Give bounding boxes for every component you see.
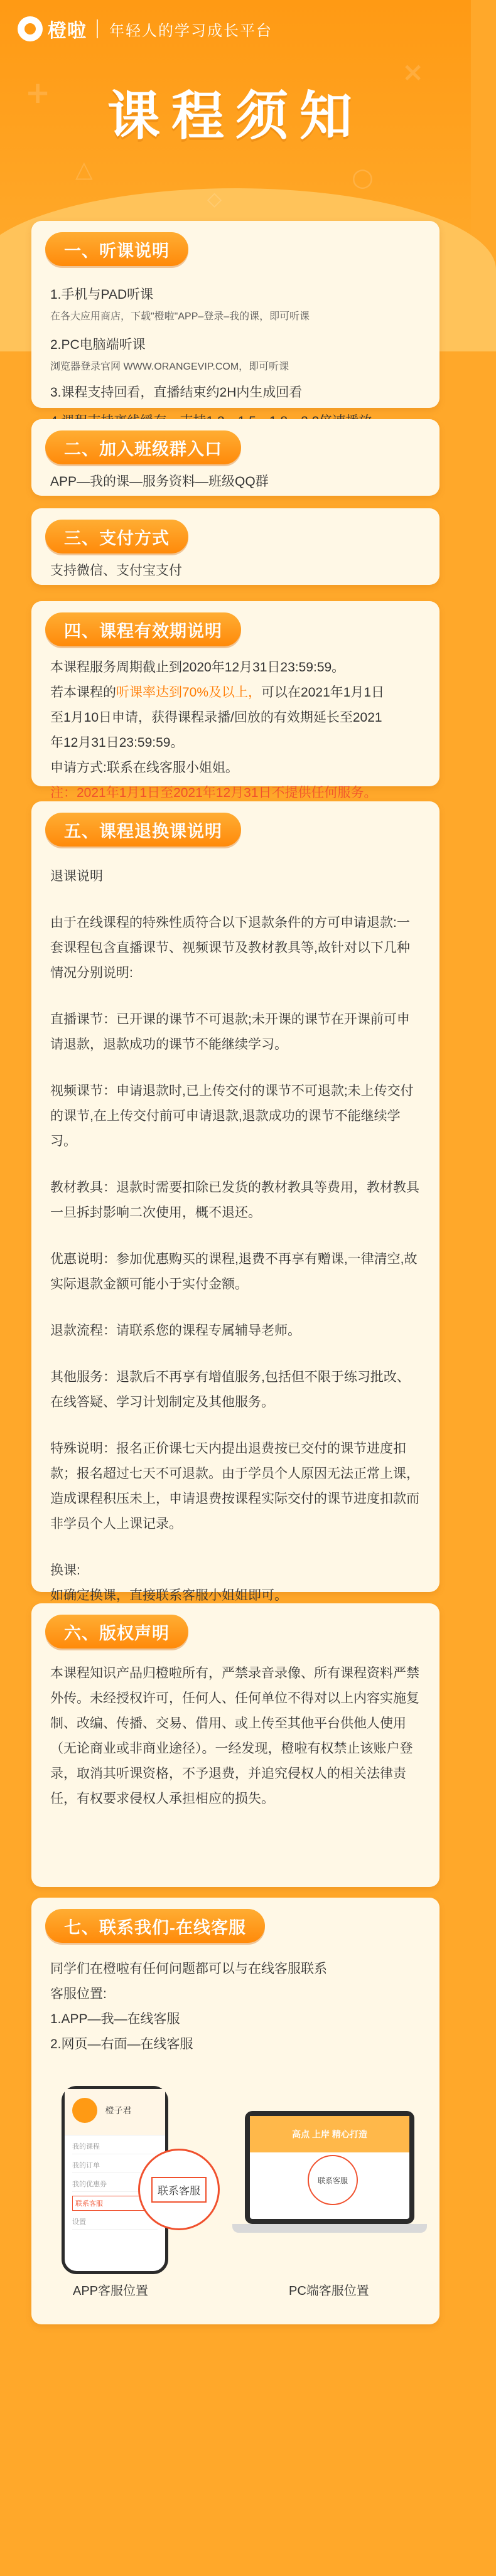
phone-header (65, 2089, 165, 2135)
phone-menu-row-contact: 联系客服 (72, 2196, 158, 2211)
brand-logo[interactable] (18, 15, 272, 43)
refund-live: 直播课节：已开课的课节不可退款;未开课的课节在开课前可申请退款，退款成功的课节不能继续学习。 (50, 1012, 410, 1052)
section-title: 五、课程退换课说明 (45, 813, 241, 847)
section-payment (31, 508, 439, 585)
phone-username: 橙子君 (105, 2105, 132, 2115)
section-contact (31, 1898, 439, 2324)
section-body (50, 558, 421, 584)
contact-app-path: 1.APP—我—在线客服 (50, 2012, 180, 2026)
phone-menu-row: 设置 (72, 2215, 158, 2230)
zoom-callout (138, 2149, 220, 2230)
section-title: 一、听课说明 (45, 232, 188, 266)
section-title: 二、加入班级群入口 (45, 430, 241, 464)
refund-promo: 优惠说明：参加优惠购买的课程,退费不再享有赠课,一律清空,故实际退款金额可能小于实付金额。 (50, 1252, 418, 1291)
copyright-text: 本课程知识产品归橙啦所有，严禁录音录像、所有课程资料严禁外传。未经授权许可，任何人、任何单位不得对以上内容实施复制、改编、传播、交易、借用、或上传至其他平台供他人使用（无论商业或非商业途径）。一经发现，橙啦有权禁止该账户登录，取消其听课资格，不予退费，并追究侵权人的相关法律责任，有权要求侵权人承担相应的损失。 (50, 1666, 419, 1806)
list-item: 2.PC电脑端听课 (50, 338, 146, 352)
decor-shape: ○ (352, 163, 374, 192)
list-item: 在各大应用商店，下载"橙啦"APP–登录–我的课，即可听课 (50, 311, 310, 322)
validity-note: 注：2021年1月1日至2021年12月31日不提供任何服务。 (50, 786, 377, 800)
refund-other: 其他服务：退款后不再享有增值服务,包括但不限于练习批改、在线答疑、学习计划制定及其他服务。 (50, 1370, 410, 1409)
section-body (50, 864, 421, 1608)
laptop-base (232, 2224, 427, 2233)
app-caption: APP客服位置 (73, 2284, 149, 2298)
logo-slogan: 年轻人的学习成长平台 (109, 22, 272, 40)
payment-methods: 支持微信、支付宝支付 (50, 564, 182, 578)
section-body (50, 655, 421, 806)
decor-shape: × (402, 56, 424, 87)
logo-text: 橙啦 (48, 21, 87, 41)
list-item: 3.课程支持回看，直播结束约2H内生成回看 (50, 385, 303, 400)
refund-material: 教材教具：退款时需要扣除已发货的教材教具等费用，教材教具一旦拆封影响二次使用，概不退还。 (50, 1180, 419, 1220)
refund-process: 退款流程：请联系您的课程专属辅导老师。 (50, 1323, 301, 1338)
page-title: 课程须知 (107, 87, 364, 146)
list-item: 浏览器登录官网 WWW.ORANGEVIP.COM，即可听课 (50, 361, 289, 372)
section-body (50, 282, 421, 434)
phone-menu-row: 我的优惠券 (72, 2177, 158, 2192)
section-refund (31, 801, 439, 1603)
pc-zoom-callout (308, 2155, 358, 2205)
text-fragment: 可以在2021年1月1日 (261, 685, 385, 700)
contact-web-path: 2.网页—右面—在线客服 (50, 2037, 193, 2051)
validity-line (50, 680, 421, 705)
validity-line: 年12月31日23:59:59。 (50, 735, 184, 750)
section-class-group (31, 419, 439, 496)
contact-intro: 同学们在橙啦有任何问题都可以与在线客服联系 (50, 1962, 327, 1976)
section-body (50, 1661, 421, 1812)
refund-intro: 由于在线课程的特殊性质符合以下退款条件的方可申请退款:一套课程包含直播课节、视频课节及教材教具等,故针对以下几种情况分别说明: (50, 916, 410, 980)
validity-line: 至1月10日申请，获得课程录播/回放的有效期延长至2021 (50, 710, 382, 725)
decor-shape: △ (75, 157, 93, 183)
section-body (50, 1957, 421, 2057)
decor-shape: ◇ (207, 188, 222, 210)
highlight-text: 听课率达到70%及以上， (116, 685, 262, 700)
refund-video: 视频课节：申请退款时,已上传交付的课节不可退款;未上传交付的课节,在上传交付前可申请退款,退款成功的课节不能继续学习。 (50, 1084, 414, 1148)
section-title: 三、支付方式 (45, 520, 188, 553)
logo-icon (18, 16, 43, 41)
refund-special: 特殊说明：报名正价课七天内提出退费按已交付的课节进度扣款；报名超过七天不可退款。由于学员个人原因无法正常上课，造成课程积压未上，申请退费按课程实际交付的课节进度扣款而非学员个人上课记录。 (50, 1441, 419, 1531)
logo-divider (97, 19, 98, 38)
validity-line: 本课程服务周期截止到2020年12月31日23:59:59。 (50, 660, 345, 675)
list-item: 1.手机与PAD听课 (50, 287, 154, 302)
contact-service-label: 联系客服 (151, 2177, 207, 2203)
pc-contact-label: 联系客服 (317, 2176, 348, 2185)
section-validity (31, 601, 439, 800)
group-path: APP—我的课—服务资料—班级QQ群 (50, 474, 269, 489)
swap-heading: 换课: (50, 1563, 80, 1578)
phone-menu-row: 我的订单 (72, 2158, 158, 2173)
decor-shape: + (25, 75, 51, 110)
pc-caption: PC端客服位置 (289, 2284, 369, 2298)
section-listening (31, 221, 439, 408)
validity-line: 申请方式:联系在线客服小姐姐。 (50, 761, 239, 775)
section-copyright (31, 1603, 439, 1887)
phone-menu-row: 我的课程 (72, 2139, 158, 2154)
section-title: 四、课程有效期说明 (45, 612, 241, 646)
text-fragment: 若本课程的 (50, 685, 116, 700)
pc-banner: 高点 上岸 精心打造 (250, 2116, 409, 2152)
contact-position: 客服位置: (50, 1987, 107, 2001)
section-title: 六、版权声明 (45, 1615, 188, 1649)
section-title: 七、联系我们-在线客服 (45, 1909, 265, 1943)
refund-heading: 退课说明 (50, 869, 103, 884)
avatar (72, 2098, 97, 2123)
section-body (50, 469, 421, 494)
swap-text: 如确定换课，直接联系客服小姐姐即可。 (50, 1588, 288, 1603)
